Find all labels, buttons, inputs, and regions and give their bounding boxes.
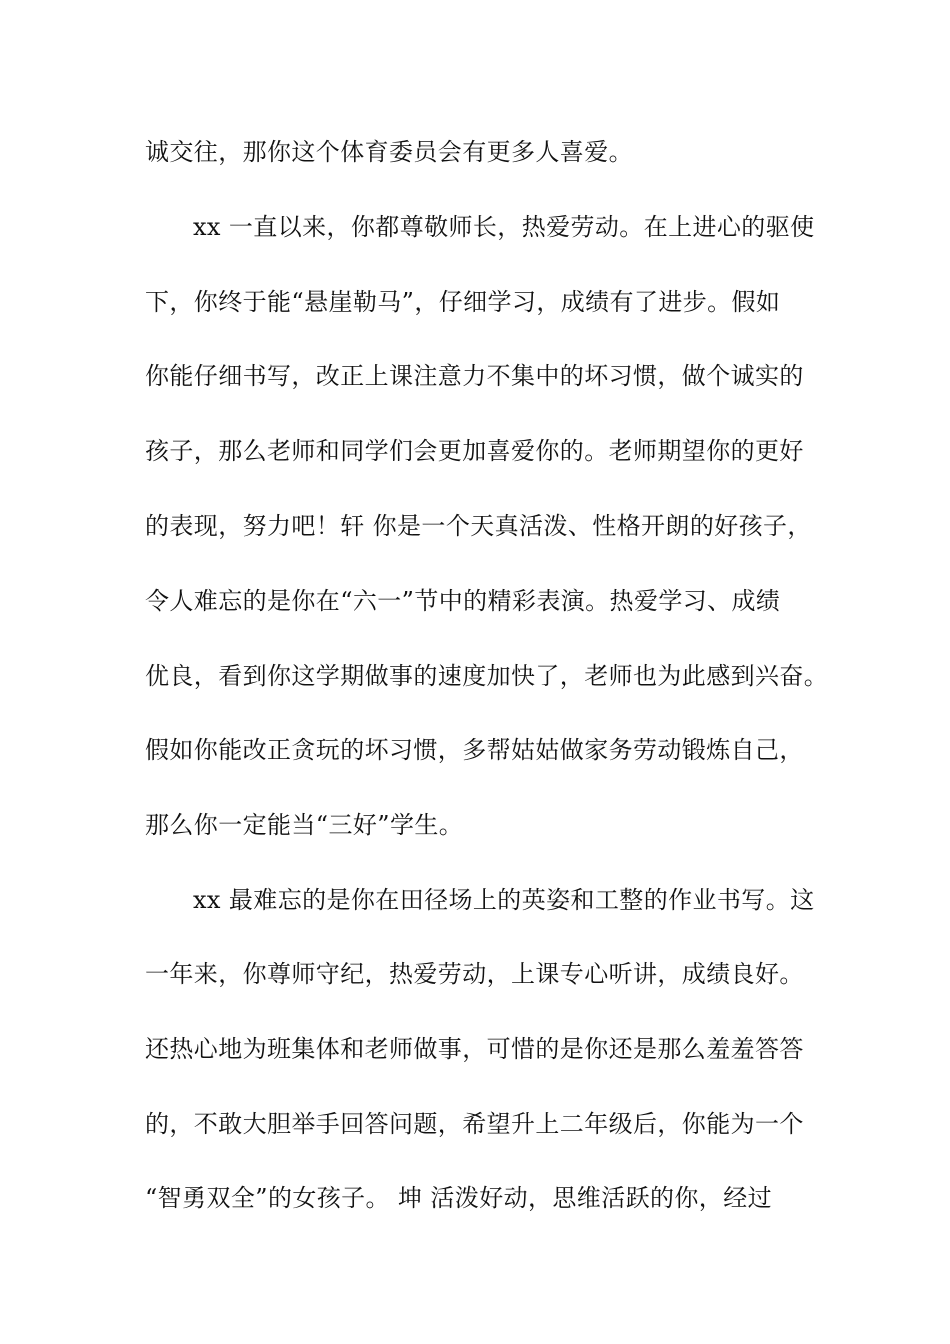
text-line: 的，不敢大胆举手回答问题，希望升上二年级后，你能为一个 [145, 1110, 804, 1138]
text-line: 优良，看到你这学期做事的速度加快了，老师也为此感到兴奋。 [145, 662, 829, 690]
text-line: 令人难忘的是你在“六一”节中的精彩表演。热爱学习、成绩 [145, 587, 781, 615]
text-line: “智勇双全”的女孩子。 坤 活泼好动，思维活跃的你，经过 [145, 1184, 772, 1212]
text-line: 一年来，你尊师守纪，热爱劳动，上课专心听讲，成绩良好。 [145, 960, 804, 988]
text-line: 孩子，那么老师和同学们会更加喜爱你的。老师期望你的更好 [145, 437, 804, 465]
text-line: 下，你终于能“悬崖勒马”，仔细学习，成绩有了进步。假如 [145, 288, 781, 316]
paragraph-start-line: xx 一直以来，你都尊敬师长，热爱劳动。在上进心的驱使 [193, 213, 815, 241]
text-line: 那么你一定能当“三好”学生。 [145, 811, 464, 839]
text-line: 你能仔细书写，改正上课注意力不集中的坏习惯，做个诚实的 [145, 362, 804, 390]
paragraph-start-line: xx 最难忘的是你在田径场上的英姿和工整的作业书写。这 [193, 886, 815, 914]
text-line: 的表现，努力吧！轩 你是一个天真活泼、性格开朗的好孩子， [145, 512, 812, 540]
text-line: 诚交往，那你这个体育委员会有更多人喜爱。 [145, 138, 633, 166]
text-line: 还热心地为班集体和老师做事，可惜的是你还是那么羞羞答答 [145, 1035, 804, 1063]
text-line: 假如你能改正贪玩的坏习惯，多帮姑姑做家务劳动锻炼自己， [145, 736, 804, 764]
